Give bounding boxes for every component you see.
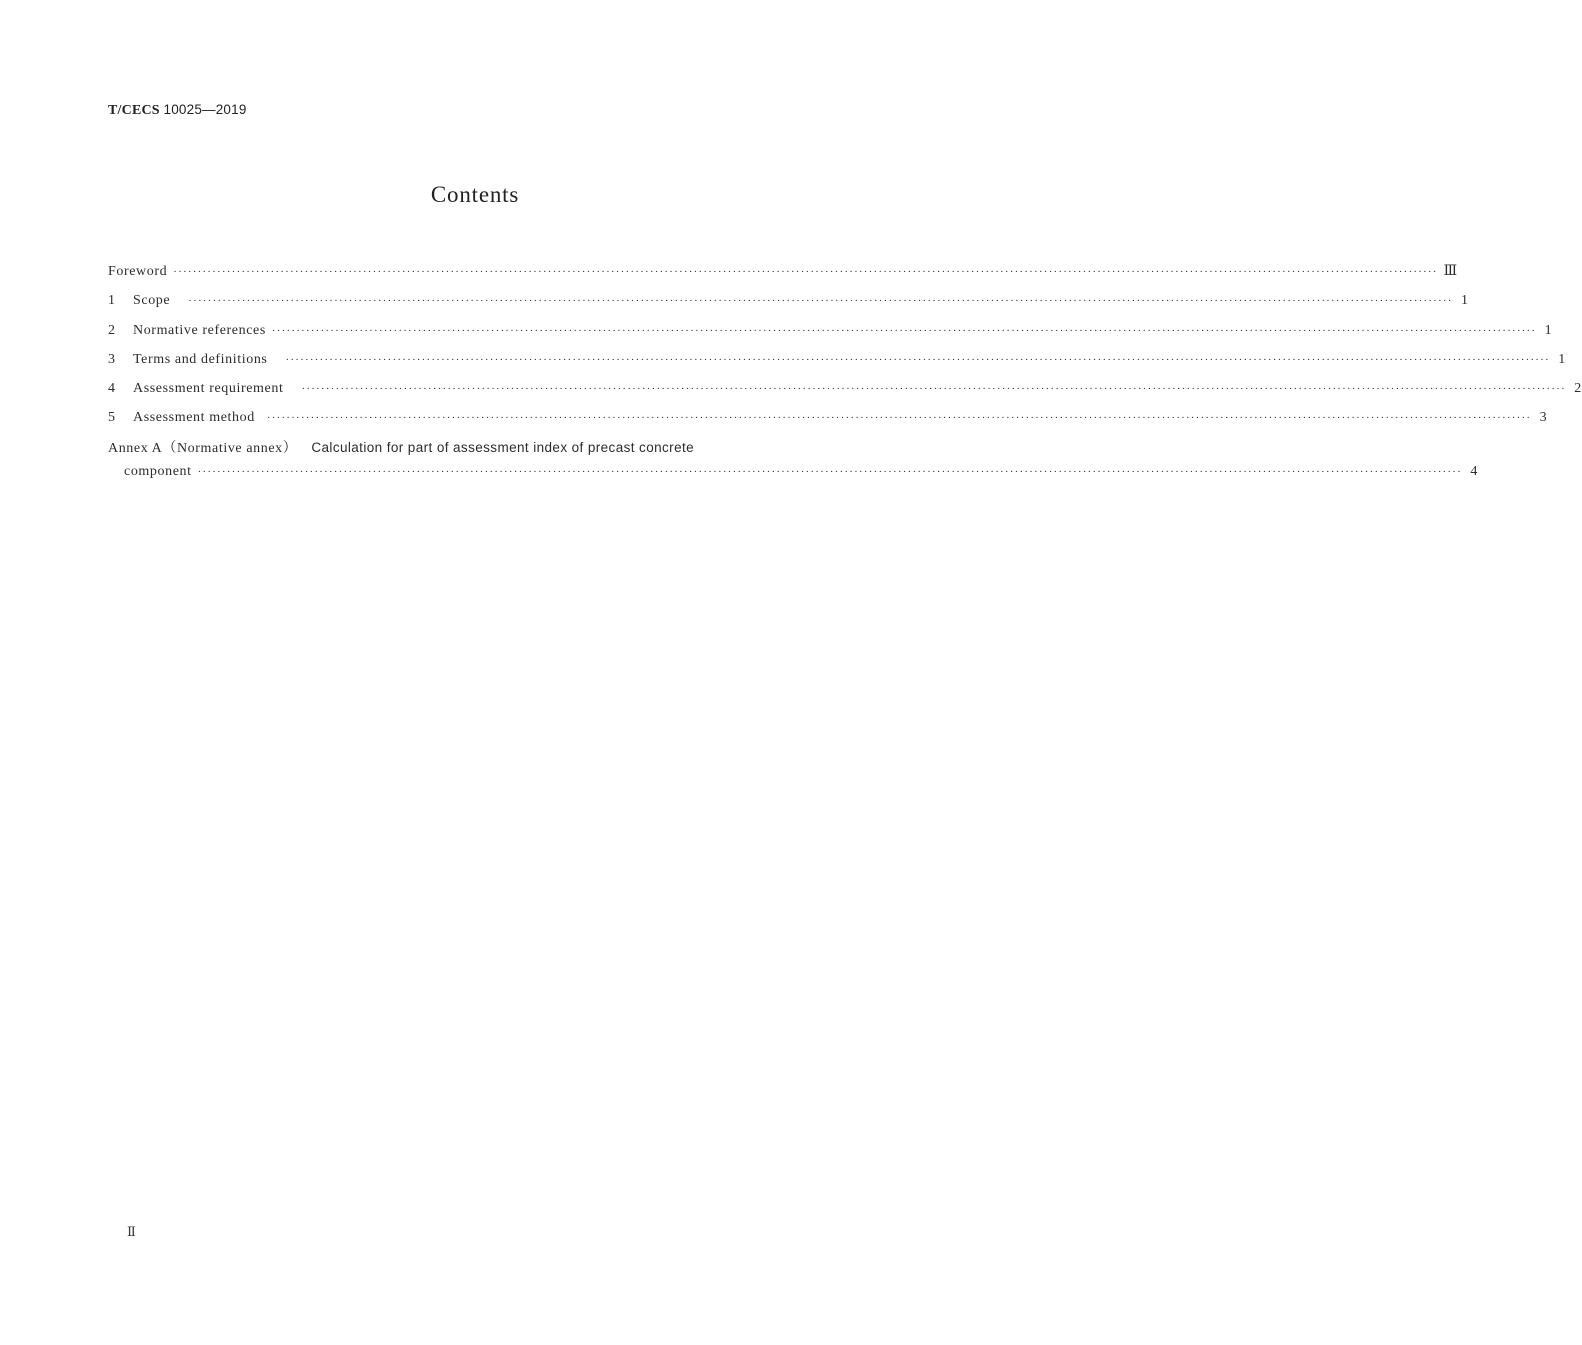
dot-leader: ···································································································································································································································································· — [301, 383, 1566, 396]
toc-entry-number: 3 — [108, 351, 116, 367]
document-header — [108, 102, 247, 119]
annex-title-line-1: Calculation for part of assessment index of precast concrete — [311, 439, 695, 455]
dot-leader: ···································································································································································································································································· — [197, 465, 1463, 478]
dot-leader: ···································································································································································································································································· — [173, 266, 1438, 278]
toc-entry-page: Ⅲ — [1443, 264, 1458, 279]
toc-entry-scope[interactable] — [108, 291, 1469, 320]
toc-entry-foreword[interactable] — [108, 262, 1458, 291]
toc-entry-page: 1 — [1461, 293, 1469, 309]
toc-entry-number: 1 — [108, 293, 116, 309]
dot-leader: ···································································································································································································································································· — [271, 324, 1537, 337]
toc-entry-assessment-requirement[interactable] — [108, 379, 1582, 408]
toc-entry-number: 4 — [108, 381, 116, 397]
toc-entry-label: Foreword — [108, 264, 168, 279]
toc-entry-label: Assessment requirement — [133, 381, 284, 397]
page-title: Contents — [430, 182, 520, 207]
dot-leader: ···································································································································································································································································· — [266, 412, 1532, 425]
toc-entry-page: 3 — [1539, 410, 1548, 426]
toc-entry-assessment-method[interactable] — [108, 408, 1548, 437]
toc-entry-page: 1 — [1544, 322, 1553, 338]
annex-title-line-2: component — [124, 463, 192, 479]
toc-entry-label: Terms and definitions — [133, 351, 268, 367]
toc-entry-page: 1 — [1558, 351, 1566, 367]
annex-prefix: Annex A（Normative annex） — [108, 440, 298, 456]
standard-prefix: T/CECS — [108, 103, 160, 118]
toc-entry-label: Assessment method — [133, 410, 255, 426]
toc-entry-number: 5 — [108, 410, 116, 426]
toc-entry-page: 4 — [1470, 463, 1479, 479]
toc-entry-terms-and-definitions[interactable] — [108, 350, 1566, 379]
toc-entry-label: Scope — [133, 293, 171, 309]
toc-entry-annex-a-continuation[interactable] — [108, 462, 1479, 491]
footer-page-number: Ⅱ — [127, 1224, 136, 1239]
toc-entry-page: 2 — [1574, 381, 1582, 397]
dot-leader: ···································································································································································································································································· — [188, 295, 1453, 308]
toc-entry-normative-references[interactable] — [108, 321, 1553, 350]
table-of-contents — [108, 262, 1582, 491]
toc-entry-label: Normative references — [133, 322, 266, 338]
dot-leader: ···································································································································································································································································· — [285, 353, 1550, 366]
toc-entry-number: 2 — [108, 322, 116, 338]
standard-number: 10025—2019 — [163, 102, 247, 117]
toc-entry-annex-a[interactable] — [108, 438, 844, 462]
